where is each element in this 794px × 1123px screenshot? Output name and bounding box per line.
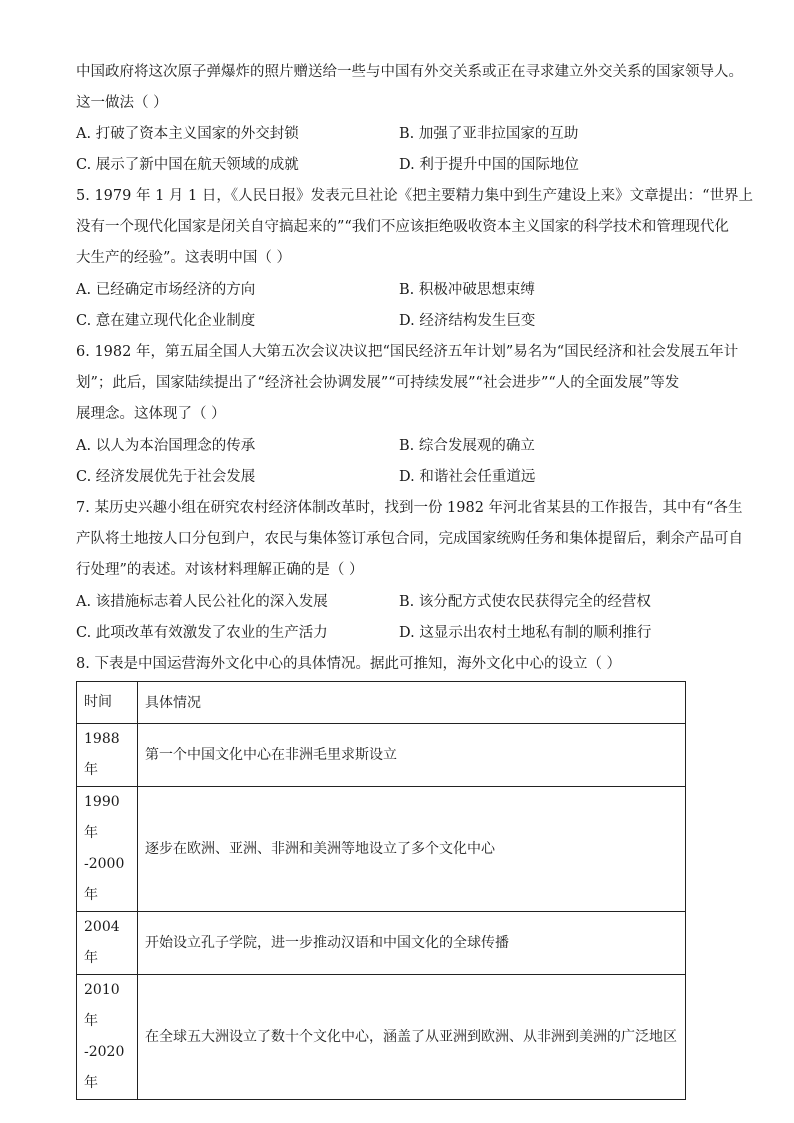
q7-option-c: C. 此项改革有效激发了农业的生产活力 xyxy=(76,625,328,641)
table-row xyxy=(77,724,686,787)
intro-option-b: B. 加强了亚非拉国家的互助 xyxy=(399,126,579,142)
row-detail: 在全球五大洲设立了数十个文化中心，涵盖了从亚洲到欧洲、从非洲到美洲的广泛地区 xyxy=(138,975,686,1100)
q7-option-b: B. 该分配方式使农民获得完全的经营权 xyxy=(399,594,651,610)
q7-option-d: D. 这显示出农村土地私有制的顺利推行 xyxy=(399,625,652,641)
row-time-text: 年 xyxy=(84,1075,98,1091)
q5-line-1: 5. 1979 年 1 月 1 日，《人民日报》发表元旦社论《把主要精力集中到生产建设上来》文章提出：“世界上 xyxy=(76,188,754,204)
header-time: 时间 xyxy=(77,682,138,724)
table-row xyxy=(77,912,686,975)
row-detail: 逐步在欧洲、亚洲、非洲和美洲等地设立了多个文化中心 xyxy=(138,787,686,912)
q5-option-b: B. 积极冲破思想束缚 xyxy=(399,282,535,298)
row-detail: 第一个中国文化中心在非洲毛里求斯设立 xyxy=(138,724,686,787)
row-time-text: -2000 xyxy=(84,856,125,872)
intro-option-c: C. 展示了新中国在航天领域的成就 xyxy=(76,157,299,173)
row-detail: 开始设立孔子学院，进一步推动汉语和中国文化的全球传播 xyxy=(138,912,686,975)
q5-line-2: 没有一个现代化国家是闭关自守搞起来的”“我们不应该拒绝吸收资本主义国家的科学技术和管理现代化 xyxy=(76,219,729,235)
q5-option-c: C. 意在建立现代化企业制度 xyxy=(76,313,256,329)
q6-line-1: 6. 1982 年，第五届全国人大第五次会议决议把“国民经济五年计划”易名为“国民经济和社会发展五年计 xyxy=(76,344,739,360)
row-time xyxy=(77,787,138,912)
header-detail: 具体情况 xyxy=(138,682,686,724)
q5-option-d: D. 经济结构发生巨变 xyxy=(399,313,536,329)
q7-line-3: 行处理”的表述。对该材料理解正确的是（ ） xyxy=(76,562,364,578)
row-time xyxy=(77,975,138,1100)
q6-line-3: 展理念。这体现了（ ） xyxy=(76,406,226,422)
q6-option-b: B. 综合发展观的确立 xyxy=(399,438,535,454)
q7-line-2: 产队将土地按人口分包到户，农民与集体签订承包合同，完成国家统购任务和集体提留后，剩余产品可自 xyxy=(76,531,743,547)
q6-option-d: D. 和谐社会任重道远 xyxy=(399,469,536,485)
table-row xyxy=(77,787,686,912)
q6-line-2: 划”；此后，国家陆续提出了“经济社会协调发展”“可持续发展”“社会进步”“人的全面发展”等发 xyxy=(76,375,680,391)
intro-option-d: D. 利于提升中国的国际地位 xyxy=(399,157,579,173)
intro-option-a: A. 打破了资本主义国家的外交封锁 xyxy=(76,126,299,142)
table-row xyxy=(77,975,686,1100)
q6-option-c: C. 经济发展优先于社会发展 xyxy=(76,469,256,485)
q7-option-a: A. 该措施标志着人民公社化的深入发展 xyxy=(76,594,328,610)
q6-option-a: A. 以人为本治国理念的传承 xyxy=(76,438,256,454)
q8-line-1: 8. 下表是中国运营海外文化中心的具体情况。据此可推知，海外文化中心的设立（ ） xyxy=(76,656,622,672)
row-time-text: -2020 xyxy=(84,1044,125,1060)
row-time-text: 2004年 xyxy=(84,919,120,966)
q5-option-a: A. 已经确定市场经济的方向 xyxy=(76,282,256,298)
row-time-text: 年 xyxy=(84,887,98,903)
culture-center-table xyxy=(76,681,686,1100)
intro-line-1: 中国政府将这次原子弹爆炸的照片赠送给一些与中国有外交关系或正在寻求建立外交关系的国家领导人。 xyxy=(76,64,743,80)
row-time-text: 1988年 xyxy=(84,731,120,778)
row-time-text: 2010年 xyxy=(84,982,120,1029)
table-header-row xyxy=(77,682,686,724)
row-time-text: 1990年 xyxy=(84,794,120,841)
q7-line-1: 7. 某历史兴趣小组在研究农村经济体制改革时，找到一份 1982 年河北省某县的工作报告，其中有“各生 xyxy=(76,500,743,516)
q5-line-3: 大生产的经验”。这表明中国（ ） xyxy=(76,250,292,266)
intro-line-2: 这一做法（ ） xyxy=(76,95,168,111)
row-time xyxy=(77,724,138,787)
row-time xyxy=(77,912,138,975)
